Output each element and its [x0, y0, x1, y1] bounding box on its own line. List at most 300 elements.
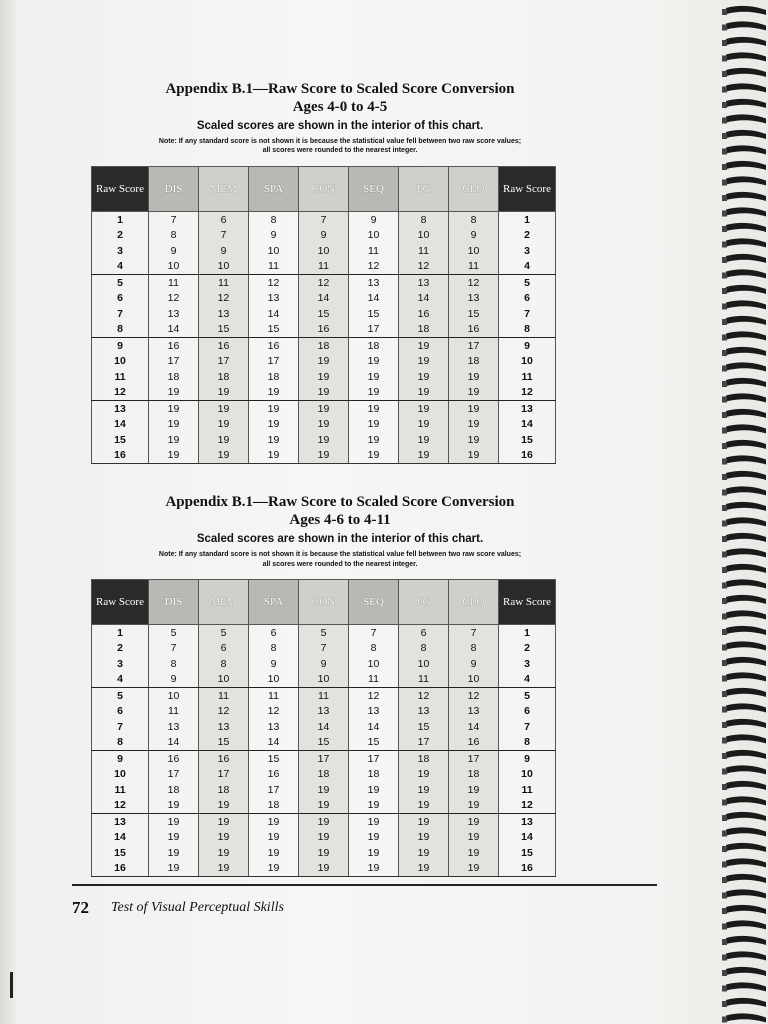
binding-hole — [722, 335, 727, 341]
spiral-coil — [726, 269, 766, 278]
binding-hole — [722, 366, 727, 372]
scaled-score-cell: 14 — [349, 719, 399, 735]
scaled-score-cell: 14 — [299, 291, 349, 307]
scaled-score-cell: 12 — [349, 259, 399, 275]
binding-hole — [722, 614, 727, 620]
table-row — [92, 830, 556, 846]
scaled-score-cell: 6 — [399, 625, 449, 641]
appendix1-note-line2: all scores were rounded to the nearest integer. — [262, 147, 418, 154]
binding-hole — [722, 133, 727, 139]
scaled-score-cell: 15 — [299, 306, 349, 322]
spiral-coil — [726, 533, 766, 542]
scaled-score-cell: 18 — [449, 354, 499, 370]
spiral-coil — [726, 37, 766, 46]
appendix1-title: Appendix B.1—Raw Score to Scaled Score Conversion — [165, 81, 515, 97]
table-row — [92, 243, 556, 259]
raw-score-cell: 5 — [92, 275, 149, 291]
scaled-score-cell: 19 — [249, 814, 299, 830]
table-row — [92, 861, 556, 877]
column-header: Raw Score — [499, 167, 556, 212]
table-header-row — [92, 167, 556, 212]
scaled-score-cell: 8 — [199, 656, 249, 672]
scaled-score-cell: 10 — [199, 259, 249, 275]
scaled-score-cell: 10 — [149, 259, 199, 275]
scaled-score-cell: 13 — [299, 704, 349, 720]
scaled-score-cell: 18 — [299, 767, 349, 783]
raw-score-cell: 13 — [92, 401, 149, 417]
raw-score-cell: 15 — [499, 845, 556, 861]
scaled-score-cell: 18 — [349, 338, 399, 354]
binding-hole — [722, 428, 727, 434]
raw-score-cell: 9 — [499, 751, 556, 767]
table-row — [92, 751, 556, 767]
binding-hole — [722, 536, 727, 542]
raw-score-cell: 14 — [92, 830, 149, 846]
scaled-score-cell: 19 — [149, 861, 199, 877]
scaled-score-cell: 10 — [349, 656, 399, 672]
spiral-coil — [726, 827, 766, 836]
appendix2-conversion-table — [91, 579, 556, 877]
scaled-score-cell: 12 — [399, 688, 449, 704]
scaled-score-cell: 15 — [249, 751, 299, 767]
spiral-coil — [726, 99, 766, 108]
raw-score-cell: 11 — [499, 782, 556, 798]
scaled-score-cell: 11 — [399, 672, 449, 688]
spiral-coil — [726, 858, 766, 867]
scaled-score-cell: 19 — [449, 432, 499, 448]
spiral-coil — [726, 192, 766, 201]
table-row — [92, 782, 556, 798]
table-row — [92, 688, 556, 704]
scaled-score-cell: 17 — [299, 751, 349, 767]
scaled-score-cell: 14 — [149, 322, 199, 338]
scaled-score-cell: 11 — [299, 259, 349, 275]
table-header-row — [92, 580, 556, 625]
scaled-score-cell: 9 — [449, 228, 499, 244]
binding-hole — [722, 102, 727, 108]
scaled-score-cell: 16 — [249, 767, 299, 783]
scaled-score-cell: 11 — [149, 704, 199, 720]
scaled-score-cell: 14 — [399, 291, 449, 307]
scaled-score-cell: 10 — [449, 672, 499, 688]
table-row — [92, 354, 556, 370]
spiral-coil — [726, 672, 766, 681]
spiral-coil — [726, 502, 766, 511]
column-header: SEQ — [349, 580, 399, 625]
spiral-coil — [726, 889, 766, 898]
scaled-score-cell: 19 — [399, 845, 449, 861]
scaled-score-cell: 18 — [199, 782, 249, 798]
scaled-score-cell: 19 — [199, 417, 249, 433]
scaled-score-cell: 17 — [449, 338, 499, 354]
scaled-score-cell: 8 — [399, 641, 449, 657]
binding-hole — [722, 784, 727, 790]
spiral-coil — [726, 843, 766, 852]
binding-hole — [722, 908, 727, 914]
binding-hole — [722, 970, 727, 976]
binding-hole — [722, 180, 727, 186]
scaled-score-cell: 19 — [149, 845, 199, 861]
binding-hole — [722, 552, 727, 558]
raw-score-cell: 16 — [92, 861, 149, 877]
raw-score-cell: 4 — [92, 259, 149, 275]
scaled-score-cell: 10 — [249, 672, 299, 688]
binding-hole — [722, 676, 727, 682]
book-title: Test of Visual Perceptual Skills — [111, 900, 284, 915]
column-header: DIS — [149, 167, 199, 212]
scaled-score-cell: 7 — [349, 625, 399, 641]
raw-score-cell: 1 — [499, 212, 556, 228]
scaled-score-cell: 19 — [199, 385, 249, 401]
scaled-score-cell: 12 — [249, 704, 299, 720]
scaled-score-cell: 8 — [249, 641, 299, 657]
scaled-score-cell: 19 — [349, 861, 399, 877]
spiral-coil — [726, 595, 766, 604]
spiral-coil — [726, 52, 766, 61]
scaled-score-cell: 9 — [149, 672, 199, 688]
scaled-score-cell: 19 — [399, 369, 449, 385]
scaled-score-cell: 9 — [449, 656, 499, 672]
scaled-score-cell: 13 — [149, 719, 199, 735]
raw-score-cell: 6 — [92, 704, 149, 720]
scaled-score-cell: 15 — [199, 322, 249, 338]
binding-hole — [722, 691, 727, 697]
raw-score-cell: 10 — [92, 354, 149, 370]
scaled-score-cell: 19 — [299, 830, 349, 846]
scaled-score-cell: 19 — [149, 401, 199, 417]
scaled-score-cell: 19 — [399, 798, 449, 814]
scaled-score-cell: 14 — [299, 719, 349, 735]
table-row — [92, 338, 556, 354]
scaled-score-cell: 13 — [349, 275, 399, 291]
scaled-score-cell: 10 — [299, 243, 349, 259]
scaled-score-cell: 19 — [249, 432, 299, 448]
scaled-score-cell: 12 — [299, 275, 349, 291]
spiral-coil — [726, 905, 766, 914]
scaled-score-cell: 8 — [249, 212, 299, 228]
scaled-score-cell: 7 — [299, 641, 349, 657]
scaled-score-cell: 14 — [449, 719, 499, 735]
scaled-score-cell: 19 — [399, 432, 449, 448]
spiral-coil — [726, 610, 766, 619]
scaled-score-cell: 12 — [349, 688, 399, 704]
binding-hole — [722, 986, 727, 992]
spiral-coil — [726, 688, 766, 697]
scaled-score-cell: 16 — [449, 735, 499, 751]
scaled-score-cell: 6 — [249, 625, 299, 641]
scaled-score-cell: 7 — [149, 641, 199, 657]
table-row — [92, 385, 556, 401]
scaled-score-cell: 12 — [249, 275, 299, 291]
scaled-score-cell: 13 — [199, 719, 249, 735]
scaled-score-cell: 19 — [449, 845, 499, 861]
spiral-coil — [726, 719, 766, 728]
raw-score-cell: 6 — [499, 291, 556, 307]
spiral-coil — [726, 781, 766, 790]
binding-hole — [722, 1001, 727, 1007]
raw-score-cell: 8 — [92, 735, 149, 751]
scaled-score-cell: 19 — [399, 782, 449, 798]
scaled-score-cell: 19 — [299, 417, 349, 433]
scaled-score-cell: 9 — [249, 656, 299, 672]
scaled-score-cell: 15 — [199, 735, 249, 751]
scaled-score-cell: 19 — [249, 861, 299, 877]
binding-hole — [722, 831, 727, 837]
spiral-coil — [726, 641, 766, 650]
scaled-score-cell: 19 — [449, 448, 499, 464]
scaled-score-cell: 9 — [349, 212, 399, 228]
spiral-coil — [726, 920, 766, 929]
raw-score-cell: 10 — [92, 767, 149, 783]
scaled-score-cell: 17 — [149, 354, 199, 370]
scaled-score-cell: 11 — [199, 275, 249, 291]
raw-score-cell: 14 — [92, 417, 149, 433]
scaled-score-cell: 18 — [449, 767, 499, 783]
binding-hole — [722, 397, 727, 403]
binding-hole — [722, 707, 727, 713]
scaled-score-cell: 18 — [399, 322, 449, 338]
scaled-score-cell: 13 — [399, 275, 449, 291]
binding-hole — [722, 226, 727, 232]
spiral-coil — [726, 316, 766, 325]
scaled-score-cell: 17 — [149, 767, 199, 783]
raw-score-cell: 11 — [499, 369, 556, 385]
page-edge — [0, 0, 18, 1024]
scaled-score-cell: 19 — [149, 814, 199, 830]
binding-hole — [722, 769, 727, 775]
raw-score-cell: 12 — [92, 385, 149, 401]
scaled-score-cell: 15 — [349, 306, 399, 322]
scaled-score-cell: 10 — [199, 672, 249, 688]
table-row — [92, 275, 556, 291]
raw-score-cell: 2 — [92, 641, 149, 657]
scaled-score-cell: 9 — [299, 228, 349, 244]
spiral-coil — [726, 564, 766, 573]
scaled-score-cell: 17 — [349, 322, 399, 338]
raw-score-cell: 2 — [499, 228, 556, 244]
scaled-score-cell: 19 — [399, 861, 449, 877]
raw-score-cell: 3 — [92, 243, 149, 259]
spiral-coil — [726, 285, 766, 294]
binding-hole — [722, 629, 727, 635]
scaled-score-cell: 11 — [249, 259, 299, 275]
column-header: SEQ — [349, 167, 399, 212]
scaled-score-cell: 18 — [399, 751, 449, 767]
table-row — [92, 417, 556, 433]
scaled-score-cell: 18 — [149, 782, 199, 798]
spiral-coil — [726, 393, 766, 402]
scaled-score-cell: 15 — [449, 306, 499, 322]
binding-hole — [722, 939, 727, 945]
spiral-coil — [726, 21, 766, 30]
scaled-score-cell: 19 — [349, 830, 399, 846]
scaled-score-cell: 19 — [449, 385, 499, 401]
binding-hole — [722, 521, 727, 527]
scaled-score-cell: 15 — [299, 735, 349, 751]
scaled-score-cell: 19 — [249, 448, 299, 464]
scaled-score-cell: 18 — [299, 338, 349, 354]
binding-hole — [722, 800, 727, 806]
column-header: FG — [399, 167, 449, 212]
spiral-coil — [726, 455, 766, 464]
scaled-score-cell: 8 — [349, 641, 399, 657]
scaled-score-cell: 14 — [349, 291, 399, 307]
spiral-coil — [726, 161, 766, 170]
raw-score-cell: 7 — [92, 306, 149, 322]
binding-hole — [722, 412, 727, 418]
spiral-coil — [726, 517, 766, 526]
spiral-coil — [726, 68, 766, 77]
spiral-coil — [726, 114, 766, 123]
scaled-score-cell: 19 — [449, 861, 499, 877]
scaled-score-cell: 19 — [349, 432, 399, 448]
scaled-score-cell: 19 — [149, 432, 199, 448]
spiral-coil — [726, 378, 766, 387]
scaled-score-cell: 19 — [399, 354, 449, 370]
scaled-score-cell: 19 — [399, 385, 449, 401]
scaled-score-cell: 9 — [249, 228, 299, 244]
scaled-score-cell: 10 — [149, 688, 199, 704]
spiral-binding — [716, 0, 768, 1024]
scaled-score-cell: 19 — [249, 845, 299, 861]
scaled-score-cell: 13 — [199, 306, 249, 322]
spiral-coil — [726, 796, 766, 805]
scaled-score-cell: 13 — [449, 704, 499, 720]
scaled-score-cell: 16 — [149, 338, 199, 354]
appendix1-conversion-table — [91, 166, 556, 464]
spiral-coil — [726, 300, 766, 309]
scaled-score-cell: 11 — [149, 275, 199, 291]
scaled-score-cell: 17 — [249, 782, 299, 798]
scaled-score-cell: 19 — [149, 385, 199, 401]
raw-score-cell: 7 — [499, 306, 556, 322]
scaled-score-cell: 6 — [199, 212, 249, 228]
raw-score-cell: 3 — [499, 656, 556, 672]
raw-score-cell: 5 — [92, 688, 149, 704]
binding-hole — [722, 660, 727, 666]
raw-score-cell: 6 — [92, 291, 149, 307]
spiral-coil — [726, 6, 766, 15]
appendix1-subtitle: Scaled scores are shown in the interior of this chart. — [196, 120, 484, 132]
scaled-score-cell: 19 — [149, 830, 199, 846]
scaled-score-cell: 9 — [299, 656, 349, 672]
scaled-score-cell: 19 — [199, 798, 249, 814]
scaled-score-cell: 19 — [149, 417, 199, 433]
binding-hole — [722, 87, 727, 93]
scaled-score-cell: 18 — [349, 767, 399, 783]
raw-score-cell: 11 — [92, 782, 149, 798]
scaled-score-cell: 16 — [399, 306, 449, 322]
binding-hole — [722, 25, 727, 31]
raw-score-cell: 5 — [499, 275, 556, 291]
spiral-coil — [726, 998, 766, 1007]
scaled-score-cell: 19 — [199, 845, 249, 861]
scaled-score-cell: 7 — [299, 212, 349, 228]
spiral-coil — [726, 703, 766, 712]
scaled-score-cell: 11 — [449, 259, 499, 275]
binding-hole — [722, 149, 727, 155]
column-header: DIS — [149, 580, 199, 625]
appendix2-note-line1: Note: If any standard score is not shown it is because the statistical value fell between two raw score values; — [158, 551, 522, 558]
binding-hole — [722, 242, 727, 248]
scaled-score-cell: 16 — [299, 322, 349, 338]
binding-hole — [722, 319, 727, 325]
binding-hole — [722, 164, 727, 170]
scaled-score-cell: 17 — [399, 735, 449, 751]
scaled-score-cell: 7 — [449, 625, 499, 641]
scaled-score-cell: 19 — [299, 845, 349, 861]
raw-score-cell: 14 — [499, 417, 556, 433]
raw-score-cell: 4 — [499, 259, 556, 275]
binding-hole — [722, 846, 727, 852]
scaled-score-cell: 19 — [449, 814, 499, 830]
table-row — [92, 369, 556, 385]
column-header: CLO — [449, 580, 499, 625]
scaled-score-cell: 17 — [349, 751, 399, 767]
scaled-score-cell: 11 — [349, 672, 399, 688]
binding-hole — [722, 490, 727, 496]
column-header: Raw Score — [499, 580, 556, 625]
spiral-coil — [726, 982, 766, 991]
binding-hole — [722, 722, 727, 728]
table-row — [92, 432, 556, 448]
raw-score-cell: 9 — [92, 338, 149, 354]
scaled-score-cell: 15 — [249, 322, 299, 338]
scaled-score-cell: 5 — [199, 625, 249, 641]
scaled-score-cell: 19 — [299, 448, 349, 464]
scaled-score-cell: 19 — [299, 401, 349, 417]
scaled-score-cell: 19 — [449, 830, 499, 846]
scaled-score-cell: 13 — [249, 291, 299, 307]
scaled-score-cell: 13 — [149, 306, 199, 322]
page-number: 72 — [72, 898, 89, 917]
scaled-score-cell: 17 — [199, 767, 249, 783]
spiral-coil — [726, 486, 766, 495]
scaled-score-cell: 16 — [449, 322, 499, 338]
scaled-score-cell: 19 — [399, 448, 449, 464]
scaled-score-cell: 8 — [399, 212, 449, 228]
binding-hole — [722, 56, 727, 62]
appendix1-note-line1: Note: If any standard score is not shown it is because the statistical value fell between two raw score values; — [158, 138, 522, 145]
table-row — [92, 212, 556, 228]
table-row — [92, 625, 556, 641]
binding-hole — [722, 738, 727, 744]
scaled-score-cell: 19 — [349, 417, 399, 433]
scaled-score-cell: 12 — [449, 275, 499, 291]
scaled-score-cell: 9 — [149, 243, 199, 259]
table-row — [92, 798, 556, 814]
binding-hole — [722, 645, 727, 651]
column-header: SPA — [249, 580, 299, 625]
scaled-score-cell: 19 — [249, 401, 299, 417]
scaled-score-cell: 19 — [199, 830, 249, 846]
scaled-score-cell: 16 — [199, 338, 249, 354]
table-row — [92, 735, 556, 751]
scaled-score-cell: 19 — [149, 798, 199, 814]
spiral-coil — [726, 409, 766, 418]
spiral-coil — [726, 548, 766, 557]
raw-score-cell: 9 — [92, 751, 149, 767]
scaled-score-cell: 19 — [299, 814, 349, 830]
raw-score-cell: 16 — [499, 448, 556, 464]
column-header: CON — [299, 580, 349, 625]
scaled-score-cell: 19 — [349, 401, 399, 417]
scaled-score-cell: 19 — [199, 861, 249, 877]
scaled-score-cell: 11 — [199, 688, 249, 704]
scaled-score-cell: 11 — [249, 688, 299, 704]
raw-score-cell: 1 — [499, 625, 556, 641]
binding-hole — [722, 753, 727, 759]
